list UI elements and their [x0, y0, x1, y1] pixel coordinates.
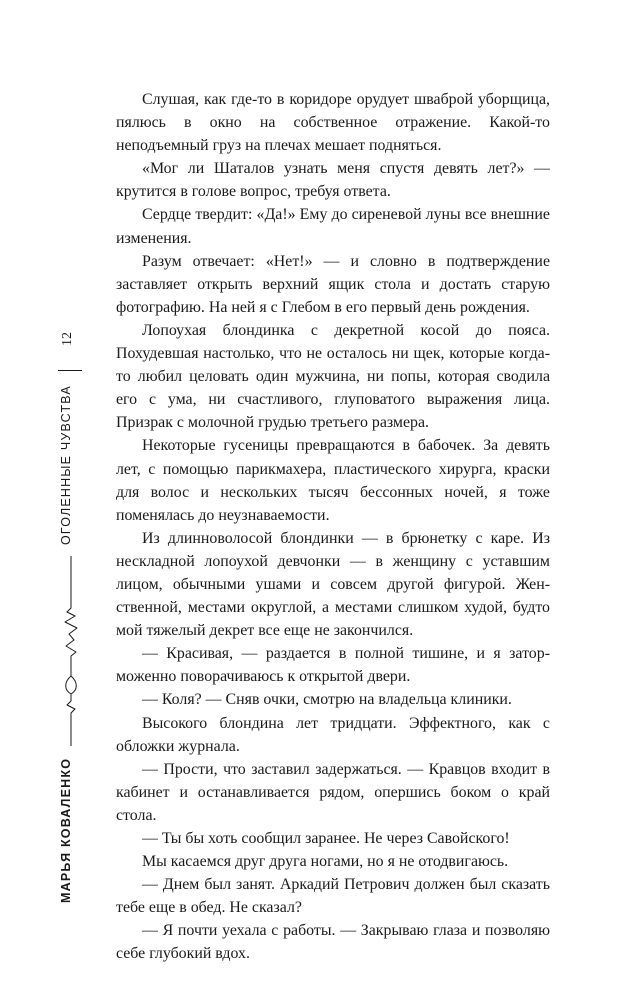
body-text: [116, 88, 550, 966]
paragraph: Сердце твердит: «Да!» Ему до сиреневой луны все внешние изменения.: [116, 206, 550, 247]
paragraph: Мы касаемся друг друга ногами, но я не отодвигаюсь.: [142, 853, 509, 871]
running-header-author: МАРЬЯ КОВАЛЕНКО: [59, 757, 73, 903]
page-number-divider: [58, 370, 82, 371]
paragraph: — Красивая, — раздается в полной тишине, и я заторможенно поворачиваюсь к открытой двери.: [116, 645, 550, 686]
page-number: 12: [60, 332, 75, 346]
heartbeat-line-icon: [56, 556, 86, 746]
paragraph: — Прости, что заставил задержаться. — Кравцов входит в кабинет и останавливается рядом, опершись боком о край стола.: [116, 760, 550, 824]
paragraph: Некоторые гусеницы превращаются в бабочек. За девять лет, с помощью парикмахера, пластического хирурга, краски для волос и нескольких тысяч бессонных ночей, я тоже поменялась до неузнаваемости.: [116, 437, 550, 524]
paragraph: — Ты бы хоть сообщил заранее. Не через Савойского!: [142, 830, 510, 847]
paragraph: Разум отвечает: «Нет!» — и словно в подтверждение заставляет открыть верхний ящик стола и достать старую фотографию. На ней я с Глебом в его первый день рождения.: [116, 252, 550, 316]
paragraph: Слушая, как где-то в коридоре орудует шваброй уборщица, пялюсь в окно на собственное отражение. Какой-то неподъемный груз на плечах мешает подняться.: [116, 91, 550, 155]
paragraph: Лопоухая блондинка с декретной косой до пояса. Похудевшая настолько, что не осталось ни щек, которые когда-то любил целовать один мужчина, ни попы, которая сводила его с ума, ни счастливого, глуповатого выражения лица. Призрак с молочной грудью третьего размера.: [116, 321, 550, 432]
paragraph: «Мог ли Шаталов узнать меня спустя девять лет?» — крутится в голове вопрос, требуя ответа.: [116, 160, 550, 201]
paragraph: — Коля? — Сняв очки, смотрю на владельца клиники.: [142, 691, 512, 709]
paragraph: Из длинноволосой блондинки — в брюнетку с каре. Из нескладной лопоухой девчонки — в женщину с уставшим лицом, обычными ушами и совсем другой фигурой. Женственной, местами округлой, а местами слишком худой, будто мой тяжелый декрет все еще не закончился.: [116, 529, 550, 640]
paragraph: — Днем был занят. Аркадий Петрович должен был сказать тебе еще в обед. Не сказал?: [116, 876, 550, 917]
running-header-title: ОГОЛЕННЫЕ ЧУВСТВА: [59, 385, 73, 545]
paragraph: Высокого блондина лет тридцати. Эффектного, как с обложки журнала.: [116, 714, 550, 755]
paragraph: — Я почти уехала с работы. — Закрываю глаза и позволяю себе глубокий вдох.: [116, 922, 550, 963]
